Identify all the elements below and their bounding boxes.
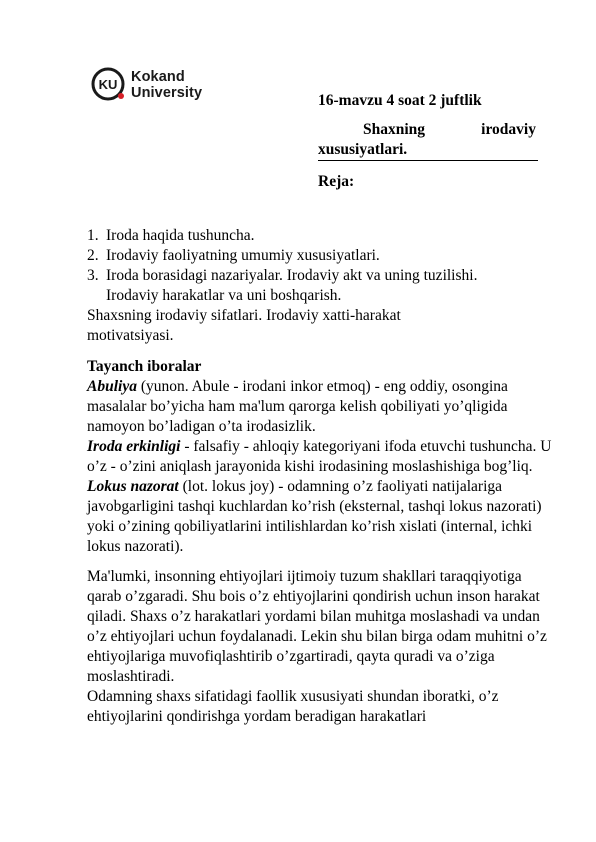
logo-wordmark [131,69,202,101]
lecture-title-line-1 [318,121,536,139]
plan-extra-line-2: motivatsiyasi. [87,327,174,344]
list-item-number: 1. [87,227,99,244]
list-item [87,226,557,246]
paragraph: Odamning shaxs sifatidagi faollik xususiyati shundan iboratki, o’z ehtiyojlarini qondirishga yordam beradigan harakatlari [87,688,499,725]
title-word-1: Shaxning [363,121,426,138]
definition: - falsafiy - ahloqiy kategoriyani ifoda etuvchi tushuncha. U o’z - o’zini aniqlash jarayonida kishi irodasining moslashishiga bog’liq. [87,438,552,475]
main-content [87,357,557,727]
term-definition [87,437,557,477]
list-item-text: Iroda borasidagi nazariyalar. Irodaviy akt va uning tuzilishi. [106,267,478,284]
list-item-text: Iroda haqida tushuncha. [106,227,255,244]
term: Abuliya [87,378,137,395]
section-title: Tayanch iboralar [87,358,202,375]
list-item [87,246,557,266]
paragraph: Ma'lumki, insonning ehtiyojlari ijtimoiy tuzum shakllari taraqqiyotiga qarab o’zgaradi. Shu bois o’z ehtiyojlarini qondirish uchun inson harakat qiladi. Shaxs o’z harakatlari yordami bilan muhitga moslashadi va undan o’z ehtiyojlari uchun foydalanadi. Lekin shu bilan birga odam muhitni o’z ehtiyojlariga muvofiqlashtirib o’zgartiradi, qayta quradi va o’ziga moslashtiradi. [87,568,547,685]
logo-line-1: Kokand [131,69,185,85]
list-item-continuation: Irodaviy harakatlar va uni boshqarish. [106,287,342,304]
logo-mark-text: KU [98,77,118,92]
definition: (yunon. Abule - irodani inkor etmoq) - eng oddiy, osongina masalalar bo’yicha ham ma'lum qarorga kelish qobiliyati yo’qligida namoyon bo’ladigan o’ta irodasizlik. [87,378,508,435]
paragraph-gap [87,557,557,567]
list-item-text: Irodaviy faoliyatning umumiy xususiyatlari. [106,247,380,264]
topic-heading: 16-mavzu 4 soat 2 juftlik [318,92,482,109]
list-item-number: 3. [87,267,99,284]
term: Iroda erkinligi [87,438,181,455]
title-word-2: irodaviy [481,121,536,138]
plan-list [87,226,557,346]
definition: (lot. lokus joy) - odamning o’z faoliyati natijalariga javobgarligini tashqi kuchlardan ko’rish (eksternal, tashqi lokus nazorati) yoki o’zining qobiliyatlarini intilishlardan ko’rish xislati (internal, ichki lokus nazorati). [87,478,542,555]
term-definition [87,377,557,437]
university-logo [91,65,236,105]
plan-label: Reja: [318,173,355,190]
term-definition [87,477,557,557]
ku-logo-icon [91,67,125,101]
lecture-title-line-2: xususiyatlari. [318,141,538,161]
list-item [87,266,557,286]
plan-extra-line-1: Shaxsning irodaviy sifatlari. Irodaviy xatti-harakat [87,307,401,324]
logo-line-2: University [131,85,203,101]
list-item-number: 2. [87,247,99,264]
term: Lokus nazorat [87,478,179,495]
